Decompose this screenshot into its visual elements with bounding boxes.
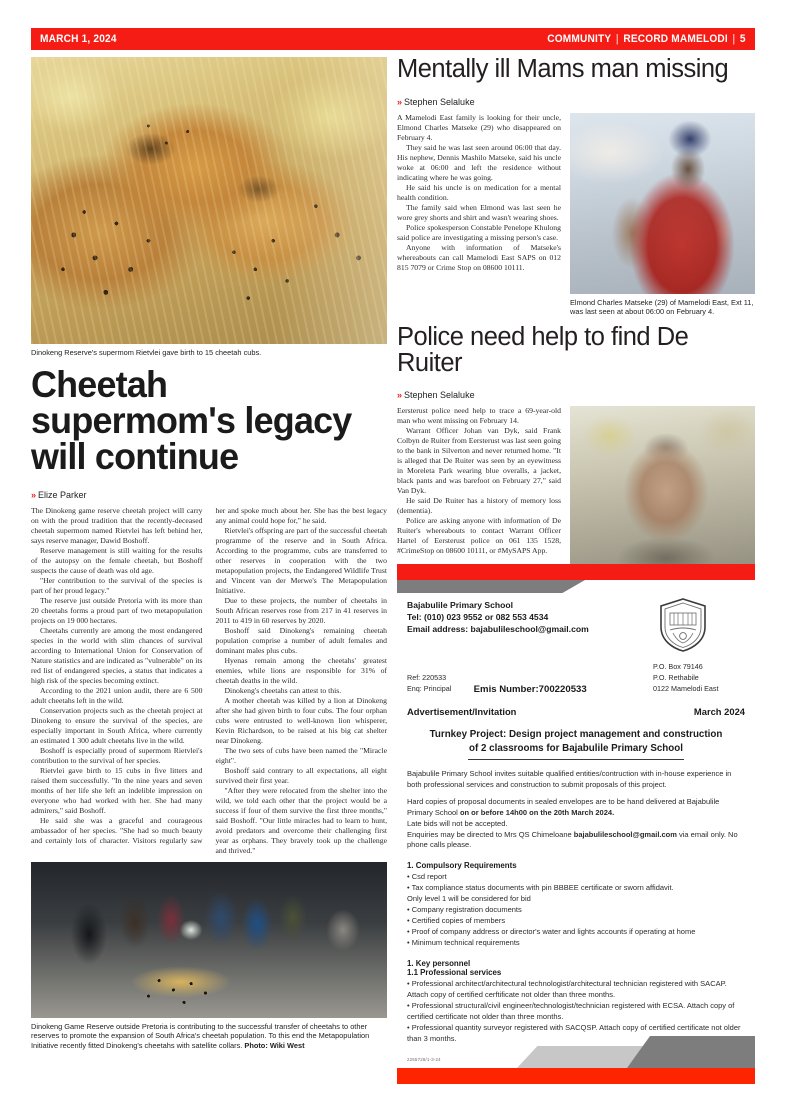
missing-man-photo-column	[570, 113, 755, 320]
advert-invitation-label: Advertisement/Invitation	[407, 706, 517, 718]
lead-byline-name: Elize Parker	[38, 489, 87, 500]
advert-project-title	[407, 728, 745, 754]
cheetah-transfer-photo	[31, 862, 387, 1018]
masthead-date: MARCH 1, 2024	[40, 33, 117, 45]
article-paragraph: Police are asking anyone with information of De Ruiter's whereabouts to contact Warrant Officer Hartel of Eersterust police on 061 135 1528, #CrimeStop on 08600 10111, or #MySAPS App.	[397, 516, 561, 556]
advert-bullet: • Professional quantity surveyor registered with SACQSP. Attach copy of certified certificate not older than 3 months.	[407, 1022, 741, 1043]
masthead-publication: RECORD MAMELODI	[623, 33, 729, 45]
advert-enquiries-line	[407, 830, 745, 852]
advert-bullet: Only level 1 will be considered for bid	[407, 894, 531, 904]
advert-bullet: • Minimum technical requirements	[407, 938, 520, 948]
advert-bullet: • Professional architect/architectural technologist/architectural technician registered with SACAP. Attach copy of certified cerftificate not older than three months.	[407, 978, 727, 999]
lead-paragraph: The reserve just outside Pretoria with its more than 20 cheetahs forms a proud part of two metapopulation projects on 19 000 hectares.	[31, 595, 203, 625]
lead-paragraph: A mother cheetah was killed by a lion at Dinokeng after she had given birth to four cubs. The four orphan cubs were entrusted to well-known lion whisperer, Kevin Richardson, to be raised at his big cat shelter near Dinokeng.	[215, 695, 387, 745]
lead-paragraph: Dinokeng's cheetahs can attest to this.	[224, 685, 342, 695]
advertisement-block	[397, 564, 755, 1084]
masthead-separator-2: |	[732, 33, 736, 45]
byline-chevron-icon: »	[397, 96, 401, 107]
article-paragraph: Warrant Officer Johan van Dyk, said Frank Colbyn de Ruiter from Eersterust was last seen going to the bank in Silverton and never returned home. "It is alleged that De Ruiter was seen by an eyewitness in Moreleta Park wearing blue overalls, a jacket, black pants and was barefoot on February 27," said Van Dyk.	[397, 426, 561, 496]
advert-emis-number: Emis Number:700220533	[473, 684, 587, 696]
cheetah-photo-caption: Dinokeng Reserve's supermom Rietvlei gave birth to 15 cheetah cubs.	[31, 348, 262, 357]
right-stories-column	[397, 57, 755, 599]
byline-chevron-icon: »	[397, 390, 401, 401]
advert-enquiries-prefix: Enquiries may be directed to Mrs QS Chimeloane	[407, 829, 574, 839]
advert-school-name: Bajabulile Primary School	[407, 600, 514, 610]
missing-man-byline	[397, 97, 755, 107]
advert-ref: Ref: 220533	[407, 672, 447, 682]
article-paragraph: He said De Ruiter has a history of memory loss (dementia).	[397, 496, 561, 516]
advert-bullet: • Csd report	[407, 872, 447, 882]
lead-paragraph: "After they were relocated from the shelter into the wild, we told each other that the project would be a success if four of them survive the first three months," said Boshoff. "Our little miracles had to learn to hunt, avoid predators and overcome their challenging first year as orphans. They bravely took up the challenge and thrived."	[215, 785, 387, 855]
advert-section1-heading: 1. Compulsory Requirements	[407, 861, 517, 871]
lead-paragraph: Due to these projects, the number of cheetahs in South African reserves rose from 217 in 41 reserves in 2011 to 419 in 60 reserves by 2020.	[215, 595, 387, 625]
advert-school-details	[407, 599, 589, 653]
advert-bullet: • Professional structural/civil engineer/technologist/technician registered with ECSA. Attach copy of certified certificate not older than three months.	[407, 1000, 735, 1021]
lead-byline	[31, 490, 387, 500]
missing-man-body	[397, 113, 561, 320]
lead-paragraph: Boshoff said Dinokeng's remaining cheetah population comprise a number of adult females and dominant males plus cubs.	[215, 625, 387, 655]
advert-bullet: • Certified copies of members	[407, 916, 506, 926]
lead-paragraph: According to the 2021 union audit, there are 6 500 adult cheetahs left in the wild.	[31, 685, 203, 705]
cheetah-photo	[31, 57, 387, 344]
de-ruiter-byline-name: Stephen Selaluke	[404, 390, 475, 401]
lead-paragraph: Boshoff is especially proud of supermom Rietvlei's contribution to the survival of her species.	[31, 745, 203, 765]
masthead-section: COMMUNITY	[547, 33, 612, 45]
lead-paragraph: The two sets of cubs have been named the "Miracle eight".	[215, 745, 387, 765]
advert-bullet: • Company registration documents	[407, 905, 522, 915]
advert-hardcopy-deadline: on or before 14h00 on the 20th March 2024.	[459, 807, 615, 817]
school-crest-icon	[657, 597, 709, 653]
advert-hardcopy-line	[407, 797, 745, 819]
lead-headline: Cheetah supermom's legacy will continue	[31, 363, 352, 478]
photo-credit: Photo: Wiki West	[244, 1041, 305, 1051]
advert-project-title-line1: Turnkey Project: Design project management and construction	[429, 729, 723, 741]
advert-bullet: • Tax compliance status documents with pin BBBEE certificate or sworn affidavit.	[407, 883, 674, 893]
advert-hardcopy-text: Hard copies of proposal documents in sealed envelopes are to be hand delivered at Bajabulile Primary School	[407, 796, 720, 817]
cheetah-transfer-caption	[31, 1022, 387, 1051]
masthead-page-number: 5	[740, 33, 746, 45]
advert-grey-shape	[397, 580, 585, 593]
elmond-matseke-photo	[570, 113, 755, 294]
missing-man-byline-name: Stephen Selaluke	[404, 96, 475, 107]
advert-intro-paragraph: Bajabulile Primary School invites suitable qualified entities/contruction with in-house experience in both professional services and construction to submit proposals of this project.	[407, 768, 732, 789]
lead-paragraph: Cheetahs currently are among the most endangered species in the world with slim chances of survival according to International Union for Conservation of Nature statistics and are indicated as "vulnerable" on its red list of endangered species, a status that indicates a high risk of the species becoming extinct.	[31, 625, 203, 685]
advert-late-bids: Late bids will not be accepted.	[407, 818, 508, 828]
elmond-matseke-caption: Elmond Charles Matseke (29) of Mamelodi East, Ext 11, was last seen at about 06:00 on February 4.	[570, 297, 754, 317]
advert-school-tel: Tel: (010) 023 9552 or 082 553 4534	[407, 612, 549, 623]
lead-story-body	[31, 506, 387, 856]
lead-paragraph: Rietvlei gave birth to 15 cubs in five litters and raised them successfully. "In the nine years and seven months of her life she left an indelible impression on everyone who had worked with her. She had many admirers," said Boshoff.	[31, 765, 203, 815]
article-paragraph: Police spokesperson Constable Penelope Khulong said police are investigating a missing person's case.	[397, 222, 561, 242]
lead-paragraph: The Dinokeng game reserve cheetah project will carry on with the proud tradition that the recently-deceased cheetah supermom named Rietvlei has left behind her, says reserve manager, Dawid Boshoff.	[31, 505, 203, 545]
advert-job-code: 2255728/1-3-24	[407, 1057, 441, 1062]
lead-paragraph: "Her contribution to the survival of the species is part of her proud legacy."	[31, 575, 203, 595]
masthead-separator-1: |	[616, 33, 620, 45]
advert-top-red-bar	[397, 564, 755, 580]
article-paragraph: Anyone with information of Matseke's whereabouts can call Mamelodi East SAPS on 012 815 7079 or Crime Stop on 08600 10111.	[397, 242, 561, 272]
article-paragraph: They said he was last seen around 06:00 that day. His nephew, Dennis Mashilo Matseke, said his uncle woke at 06:00 and left the residence without indicating where he was going.	[397, 142, 561, 182]
advert-footer-dark-shape	[627, 1036, 755, 1068]
article-paragraph: A Mamelodi East family is looking for their uncle, Elmond Charles Matseke (29) who disappeared on February 4.	[397, 112, 561, 142]
missing-man-headline: Mentally ill Mams man missing	[397, 55, 729, 83]
advert-section1-bullets	[407, 872, 745, 949]
advert-postal-address	[653, 662, 745, 694]
advert-postal-line: P.O. Rethabile	[652, 672, 699, 682]
byline-chevron-icon: »	[31, 489, 35, 500]
advert-ref-row	[407, 662, 745, 694]
advert-content	[397, 593, 755, 1045]
advert-section2-heading: 1. Key personnel	[407, 958, 471, 968]
lead-story-column	[31, 57, 387, 1053]
advert-bullet: • Proof of company address or director's water and lights accounts if operating at home	[407, 927, 696, 937]
advert-enquiry: Enq: Principal	[407, 683, 452, 693]
advert-footer-graphic	[397, 1038, 755, 1084]
lead-paragraph: Conservation projects such as the cheetah project at Dinokeng to ensure the survival of the species, are especially important in South Africa, where currently an estimated 1 300 adult cheetahs live in the wild.	[31, 705, 203, 745]
advert-postal-line: 0122 Mamelodi East	[652, 683, 719, 693]
advert-enquiries-email: bajabulileschool@gmail.com	[573, 829, 677, 839]
advert-ref-block	[407, 673, 451, 695]
masthead-identity	[548, 33, 746, 45]
advert-project-title-line2: of 2 classrooms for Bajabulile Primary School	[469, 742, 683, 754]
advert-postal-line: P.O. Box 79146	[652, 662, 703, 671]
lead-paragraph: Boshoff said contrary to all expectations, all eight survived their first year.	[215, 765, 387, 785]
advert-header	[407, 599, 745, 653]
article-paragraph: The family said when Elmond was last seen he wore grey shorts and shirt and wasn't wearing shoes.	[397, 202, 561, 222]
frank-de-ruiter-photo	[570, 406, 755, 573]
advert-school-email: Email address: bajabulileschool@gmail.com	[407, 624, 589, 635]
lead-paragraph: Hyenas remain among the cheetahs' greatest enemies, while lions are responsible for 31% of cheetah deaths in the wild.	[215, 655, 387, 685]
masthead-bar	[31, 28, 755, 50]
de-ruiter-byline	[397, 390, 755, 400]
missing-man-article	[397, 113, 755, 320]
advert-invitation-row	[407, 706, 745, 717]
advert-enquiries-suffix: via email only. No phone calls please.	[407, 829, 738, 850]
lead-paragraph: Reserve management is still waiting for the results of the autopsy on the female cheetah, but Boshoff suspects the cause of death was old age.	[31, 545, 203, 575]
lead-paragraph: He said she was a graceful and courageous ambassador of her species. "She had so much beauty and certainly lots of character. Visitors regularly saw her and spoke much about her. She has the best legacy any animal could hope for," he said.	[31, 505, 387, 845]
advert-title-underline	[468, 759, 684, 760]
advert-section2-subheading: 1.1 Professional services	[407, 967, 502, 977]
lead-paragraph: Rietvlei's offspring are part of the successful cheetah programme of the reserve and in South Africa. According to the programme, cubs are transferred to other reserves in cooperation with the two metapopulation projects, the Endangered Wildlife Trust and Vincent van der Merwe's The Metapopulation Initiative.	[215, 525, 387, 595]
advert-month: March 2024	[693, 706, 745, 718]
article-paragraph: Eersterust police need help to trace a 69-year-old man who went missing on February 14.	[397, 406, 561, 426]
de-ruiter-headline: Police need help to find De Ruiter	[397, 323, 689, 377]
advert-footer-red-bar	[397, 1068, 755, 1084]
caption-text: Dinokeng Game Reserve outside Pretoria is contributing to the successful transfer of cheetahs to other reserves to promote the expansion of South Africa's cheetah population. To this end the Metapopulation Initiative recently fitted Dinokeng's cheetahs with satellite collars.	[31, 1021, 370, 1051]
advert-grey-angle-graphic	[397, 580, 755, 593]
advert-section2-bullets	[407, 979, 745, 1045]
article-paragraph: He said his uncle is on medication for a mental health condition.	[397, 182, 561, 202]
